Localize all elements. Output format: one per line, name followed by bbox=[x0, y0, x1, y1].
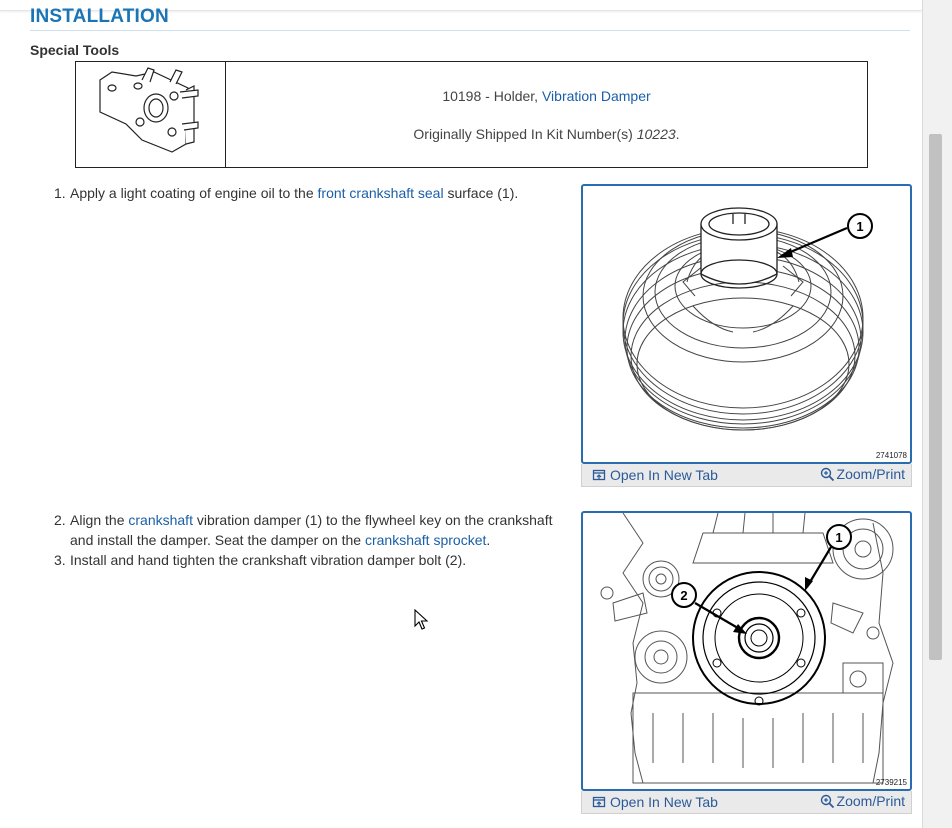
step2-text-c: . bbox=[486, 532, 491, 548]
scrollbar-thumb[interactable] bbox=[929, 134, 942, 660]
crankshaft-link[interactable]: crankshaft bbox=[128, 512, 193, 528]
figure-id: 2741078 bbox=[875, 451, 907, 460]
zoom-print-label: Zoom/Print bbox=[836, 793, 905, 809]
list-item bbox=[54, 510, 574, 550]
open-in-new-tab-link[interactable] bbox=[592, 794, 718, 810]
step-number: 1. bbox=[54, 185, 66, 201]
tool-separator: - Holder, bbox=[481, 87, 542, 104]
figure-id: 2739215 bbox=[875, 778, 907, 787]
callout-1: 1 bbox=[856, 219, 864, 234]
callout-2: 2 bbox=[680, 588, 688, 603]
step-number: 2. bbox=[54, 512, 66, 528]
zoom-print-label: Zoom/Print bbox=[836, 466, 905, 482]
open-tab-icon bbox=[592, 468, 606, 482]
step-list-2 bbox=[54, 510, 574, 570]
crankshaft-sprocket-link[interactable]: crankshaft sprocket bbox=[364, 532, 487, 548]
step-number: 3. bbox=[54, 552, 66, 568]
magnifier-icon bbox=[820, 794, 835, 809]
kit-number: 10223 bbox=[636, 125, 676, 142]
figure-toolbar bbox=[581, 464, 912, 487]
open-in-new-tab-link[interactable] bbox=[592, 467, 718, 483]
vibration-damper-link[interactable]: Vibration Damper bbox=[541, 87, 651, 104]
kit-line bbox=[226, 126, 867, 142]
tool-description-cell bbox=[226, 62, 868, 168]
step-text: Install and hand tighten the crankshaft vibration damper bolt (2). bbox=[70, 552, 467, 568]
figure-image-frame[interactable] bbox=[581, 511, 912, 791]
special-tools-heading: Special Tools bbox=[30, 42, 120, 58]
step1-text-a: Apply a light coating of engine oil to the bbox=[70, 185, 318, 201]
special-tools-table bbox=[75, 61, 868, 168]
step1-text-b: surface (1). bbox=[443, 185, 519, 201]
figure-damper-install bbox=[581, 511, 912, 814]
tool-number: 10198 bbox=[442, 87, 482, 104]
zoom-print-link[interactable] bbox=[820, 466, 905, 482]
damper-seal-illustration bbox=[583, 186, 910, 462]
step-text bbox=[70, 510, 574, 550]
step2-text-a: Align the bbox=[70, 512, 129, 528]
step-text bbox=[70, 183, 574, 203]
title-divider bbox=[30, 30, 910, 31]
figure-image-frame[interactable] bbox=[581, 184, 912, 464]
step2-text-b: vibration damper (1) to the flywheel key on the crankshaft and install the damper. Seat the damper on the bbox=[70, 512, 553, 548]
open-tab-icon bbox=[592, 795, 606, 809]
section-title: INSTALLATION bbox=[30, 6, 169, 27]
tool-image-cell bbox=[76, 62, 226, 168]
list-item bbox=[54, 183, 574, 203]
holder-tool-illustration bbox=[76, 62, 225, 162]
damper-install-illustration bbox=[583, 513, 910, 789]
magnifier-icon bbox=[820, 467, 835, 482]
kit-prefix: Originally Shipped In Kit Number(s) bbox=[413, 125, 637, 142]
list-item bbox=[54, 550, 574, 570]
open-in-new-tab-label: Open In New Tab bbox=[610, 467, 718, 483]
step-list-1 bbox=[54, 183, 574, 203]
figure-damper-seal bbox=[581, 184, 912, 487]
callout-1: 1 bbox=[835, 530, 843, 545]
mouse-pointer-icon bbox=[414, 609, 428, 631]
kit-suffix: . bbox=[675, 125, 680, 142]
figure-toolbar bbox=[581, 791, 912, 814]
open-in-new-tab-label: Open In New Tab bbox=[610, 794, 718, 810]
tool-line bbox=[226, 88, 867, 104]
front-crankshaft-seal-link[interactable]: front crankshaft seal bbox=[317, 185, 444, 201]
zoom-print-link[interactable] bbox=[820, 793, 905, 809]
tool-row bbox=[76, 62, 868, 168]
